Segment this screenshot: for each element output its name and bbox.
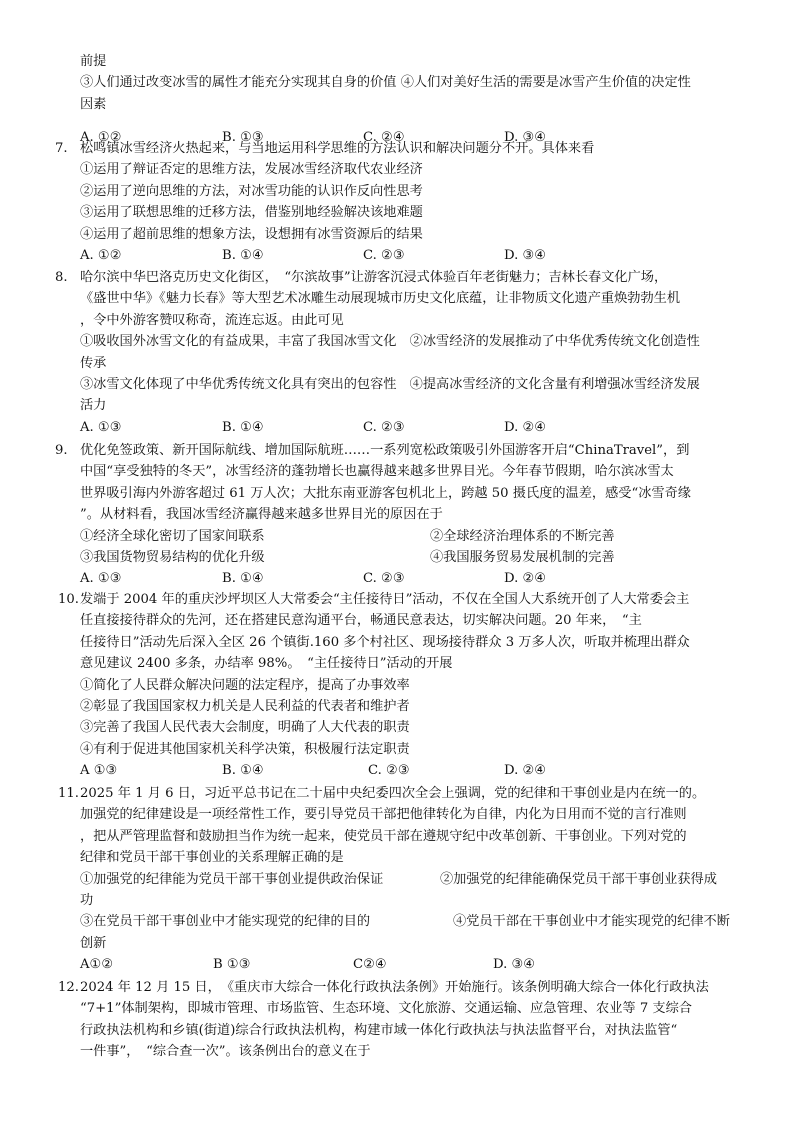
text-line: 任接待日”活动先后深入全区 26 个镇街.160 多个村社区、现场接待群众 3 万多人次，听取并梳理出群众 — [80, 634, 690, 650]
option-b: B. ①④ — [222, 571, 264, 587]
question-number: 11. — [58, 786, 79, 801]
option-b: B. ①③ — [222, 130, 264, 146]
answer-options — [80, 760, 744, 781]
statement-2: ②彰显了我国国家权力机关是人民利益的代表者和维护者 — [80, 698, 410, 714]
text-line: ③人们通过改变冰雪的属性才能充分实现其自身的价值 ④人们对美好生活的需要是冰雪产生价值的决定性 — [80, 75, 691, 91]
question-7 — [55, 138, 744, 266]
stem-text: 发端于 2004 年的重庆沙坪坝区人大常委会“主任接待日”活动，不仅在全国人大系统开创了人大常委会主 — [80, 592, 690, 607]
option-c: C. ②③ — [363, 571, 405, 587]
statement-1: ①加强党的纪律能为党员干部干事创业提供政治保证 — [80, 871, 384, 887]
statement-2: ②加强党的纪律能确保党员干部干事创业获得成 — [440, 871, 717, 887]
question-stem — [55, 440, 744, 461]
statements-row-1 — [80, 526, 744, 547]
question-stem — [58, 589, 744, 610]
option-b: B. ①④ — [222, 763, 264, 779]
question-number: 9. — [55, 443, 68, 458]
statement-1: ①经济全球化密切了国家间联系 — [80, 528, 265, 544]
question-6-continuation — [80, 51, 744, 149]
option-a: A①② — [80, 957, 114, 973]
question-number: 8. — [55, 270, 68, 285]
question-8 — [55, 267, 744, 438]
text-line: 任直接接待群众的先河，还在搭建民意沟通平台，畅通民意表达，切实解决问题。20 年来， “主 — [80, 613, 642, 629]
statement-1-2: ①吸收国外冰雪文化的有益成果，丰富了我国冰雪文化 ②冰雪经济的发展推动了中华优秀传统文化创造性 — [80, 334, 700, 350]
text-line: 纪律和党员干部干事创业的关系理解正确的是 — [80, 850, 344, 866]
option-d: D. ②④ — [504, 763, 547, 779]
option-d: D. ③④ — [493, 957, 536, 973]
text-line: 中国“享受独特的冬天”，冰雪经济的蓬勃增长也赢得越来越多世界目光。今年春节假期，哈尔滨冰雪太 — [80, 464, 674, 480]
question-number: 7. — [55, 141, 68, 156]
statement-3: ③完善了我国人民代表大会制度，明确了人大代表的职责 — [80, 720, 410, 736]
question-stem — [58, 977, 744, 998]
question-stem — [55, 138, 744, 159]
text-line: 创新 — [80, 935, 107, 951]
statement-4: ④有利于促进其他国家机关科学决策，积极履行法定职责 — [80, 741, 410, 757]
text-line: 《盛世中华》《魅力长春》等大型艺术冰雕生动展现城市历史文化底蕴，让非物质文化遗产重焕勃勃生机 — [80, 291, 681, 307]
answer-options — [80, 568, 744, 589]
text-line: 加强党的纪律建设是一项经常性工作，要引导党员干部把他律转化为自律，内化为日用而不觉的言行准则 — [80, 807, 687, 823]
option-a: A. ①② — [80, 130, 122, 146]
question-number: 12. — [58, 980, 79, 995]
statements-row-1 — [80, 869, 744, 890]
option-c: C②④ — [353, 957, 387, 973]
statement-1: ①运用了辩证否定的思维方法，发展冰雪经济取代农业经济 — [80, 162, 423, 178]
text-line: ，把从严管理监督和鼓励担当作为统一起来，使党员干部在遵规守纪中改革创新、干事创业。下列对党的 — [80, 828, 687, 844]
answer-options — [80, 954, 744, 975]
option-c: C. ②④ — [363, 130, 405, 146]
text-line: 传承 — [80, 355, 107, 371]
option-a: A ①③ — [80, 763, 118, 779]
statements-row-2 — [80, 547, 744, 568]
option-b: B ①③ — [213, 957, 251, 973]
option-a: A. ①③ — [80, 571, 122, 587]
statement-4: ④我国服务贸易发展机制的完善 — [430, 549, 615, 565]
question-stem — [55, 267, 744, 288]
statement-3: ③我国货物贸易结构的优化升级 — [80, 549, 265, 565]
stem-text: 优化免签政策、新开国际航线、增加国际航班……一系列宽松政策吸引外国游客开启“ChinaTravel”，到 — [80, 443, 690, 458]
stem-text: 哈尔滨中华巴洛克历史文化街区， “尔滨故事”让游客沉浸式体验百年老街魅力；吉林长春文化广场， — [80, 270, 668, 285]
text-line: 行政执法机构和乡镇(街道)综合行政执法机构，构建市域一体化行政执法与执法监督平台，对执法监管“ — [80, 1022, 678, 1038]
text-line: 功 — [80, 892, 94, 908]
statements-row-2 — [80, 911, 744, 932]
statement-3: ③运用了联想思维的迁移方法，借鉴别地经验解决该地难题 — [80, 205, 423, 221]
question-stem — [58, 783, 744, 804]
text-line: 活力 — [80, 398, 107, 414]
text-line: 因素 — [80, 96, 107, 112]
statement-4: ④运用了超前思维的想象方法，设想拥有冰雪资源后的结果 — [80, 226, 423, 242]
answer-options — [80, 245, 744, 266]
stem-text: 松鸣镇冰雪经济火热起来，与当地运用科学思维的方法认识和解决问题分不开。具体来看 — [80, 141, 595, 156]
statement-1: ①简化了人民群众解决问题的法定程序，提高了办事效率 — [80, 677, 410, 693]
option-d: D. ②④ — [504, 571, 547, 587]
statement-3: ③在党员干部干事创业中才能实现党的纪律的目的 — [80, 914, 371, 930]
option-a: A. ①③ — [80, 419, 122, 435]
text-line: ，令中外游客赞叹称奇，流连忘返。由此可见 — [80, 312, 344, 328]
text-line: 一件事”， “综合查一次”。该条例出台的意义在于 — [80, 1044, 371, 1060]
option-d: D. ②④ — [504, 419, 547, 435]
option-d: D. ③④ — [504, 130, 547, 146]
text-line: 意见建议 2400 多条，办结率 98%。 “主任接待日”活动的开展 — [80, 656, 453, 672]
option-d: D. ③④ — [504, 247, 547, 263]
question-number: 10. — [58, 592, 79, 607]
statement-2: ②运用了逆向思维的方法，对冰雪功能的认识作反向性思考 — [80, 183, 423, 199]
question-10 — [58, 589, 744, 782]
stem-text: 2024 年 12 月 15 日， 《重庆市大综合一体化行政执法条例》开始施行。该条例明确大综合一体化行政执法 — [80, 980, 709, 995]
text-line: 世界吸引海内外游客超过 61 万人次；大批东南亚游客包机北上，跨越 50 摄氏度的温差，感受“冰雪奇缘 — [80, 485, 691, 501]
text-line: 前提 — [80, 54, 107, 69]
option-b: B. ①④ — [222, 247, 264, 263]
stem-text: 2025 年 1 月 6 日，习近平总书记在二十届中央纪委四次全会上强调，党的纪律和干事创业是内在统一的。 — [80, 786, 706, 801]
statement-4: ④党员干部在干事创业中才能实现党的纪律不断 — [453, 914, 730, 930]
option-c: C. ②③ — [363, 247, 405, 263]
question-11 — [58, 783, 744, 976]
statement-2: ②全球经济治理体系的不断完善 — [430, 528, 615, 544]
option-c: C. ②③ — [363, 419, 405, 435]
option-a: A. ①② — [80, 247, 122, 263]
question-12 — [58, 977, 744, 1063]
option-b: B. ①④ — [222, 419, 264, 435]
option-c: C. ②③ — [368, 763, 410, 779]
question-9 — [55, 440, 744, 590]
text-line: ”。从材料看，我国冰雪经济赢得越来越多世界目光的原因在于 — [80, 507, 443, 523]
statement-3-4: ③冰雪文化体现了中华优秀传统文化具有突出的包容性 ④提高冰雪经济的文化含量有利增强冰雪经济发展 — [80, 376, 700, 392]
answer-options — [80, 417, 744, 438]
text-line: “7+1”体制架构，即城市管理、市场监管、生态环境、文化旅游、交通运输、应急管理、农业等 7 支综合 — [80, 1001, 692, 1017]
